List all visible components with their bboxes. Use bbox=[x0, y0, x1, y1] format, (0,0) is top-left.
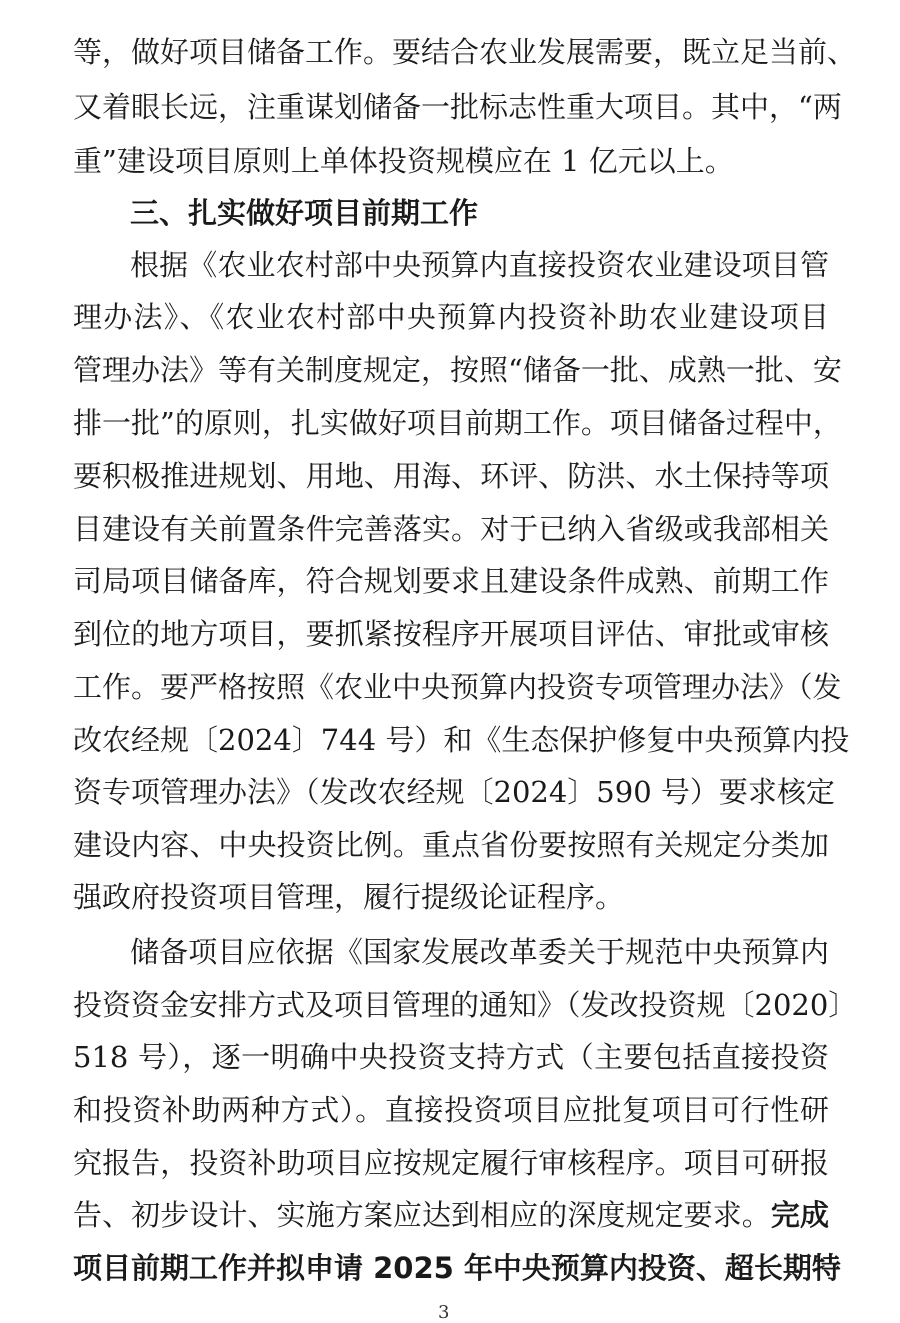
paragraph-line: 又着眼长远，注重谋划储备一批标志性重大项目。其中，“两 bbox=[73, 90, 842, 124]
paragraph-line: 司局项目储备库，符合规划要求且建设条件成熟、前期工作 bbox=[73, 564, 829, 598]
paragraph-line: 究报告，投资补助项目应按规定履行审核程序。项目可研报 bbox=[73, 1146, 829, 1180]
paragraph-line: 重”建设项目原则上单体投资规模应在 1 亿元以上。 bbox=[73, 144, 734, 178]
paragraph-text: 告、初步设计、实施方案应达到相应的深度规定要求。 bbox=[73, 1198, 771, 1232]
paragraph-line: 排一批”的原则，扎实做好项目前期工作。项目储备过程中， bbox=[73, 406, 842, 440]
paragraph-line: 投资资金安排方式及项目管理的通知》（发改投资规〔2020〕 bbox=[73, 988, 858, 1022]
paragraph-line: 工作。要严格按照《农业中央预算内投资专项管理办法》（发 bbox=[73, 670, 842, 704]
paragraph-line: 目建设有关前置条件完善落实。对于已纳入省级或我部相关 bbox=[73, 512, 829, 546]
paragraph-line: 要积极推进规划、用地、用海、环评、防洪、水土保持等项 bbox=[73, 459, 829, 493]
paragraph-line: 储备项目应依据《国家发展改革委关于规范中央预算内 bbox=[130, 935, 829, 969]
paragraph-line: 到位的地方项目，要抓紧按程序开展项目评估、审批或审核 bbox=[73, 617, 829, 651]
bold-text: 完成 bbox=[770, 1198, 829, 1232]
paragraph-line: 518 号），逐一明确中央投资支持方式（主要包括直接投资 bbox=[73, 1040, 829, 1074]
paragraph-line: 资专项管理办法》（发改农经规〔2024〕590 号）要求核定 bbox=[73, 775, 835, 809]
paragraph-line: 根据《农业农村部中央预算内直接投资农业建设项目管 bbox=[130, 248, 829, 282]
paragraph-line: 和投资补助两种方式）。直接投资项目应批复项目可行性研 bbox=[73, 1093, 829, 1127]
paragraph-line: 建设内容、中央投资比例。重点省份要按照有关规定分类加 bbox=[73, 828, 829, 862]
paragraph-line: 改农经规〔2024〕744 号）和《生态保护修复中央预算内投 bbox=[73, 723, 850, 757]
section-heading: 三、扎实做好项目前期工作 bbox=[130, 196, 479, 230]
paragraph-line: 等，做好项目储备工作。要结合农业发展需要，既立足当前、 bbox=[73, 35, 857, 69]
paragraph-line: 理办法》、《农业农村部中央预算内投资补助农业建设项目 bbox=[73, 300, 829, 334]
page-number: 3 bbox=[438, 1302, 450, 1323]
bold-paragraph-line: 项目前期工作并拟申请 2025 年中央预算内投资、超长期特 bbox=[73, 1251, 841, 1285]
paragraph-line: 管理办法》等有关制度规定，按照“储备一批、成熟一批、安 bbox=[73, 353, 842, 387]
paragraph-line: 强政府投资项目管理，履行提级论证程序。 bbox=[73, 880, 625, 914]
paragraph-line bbox=[73, 1195, 829, 1235]
